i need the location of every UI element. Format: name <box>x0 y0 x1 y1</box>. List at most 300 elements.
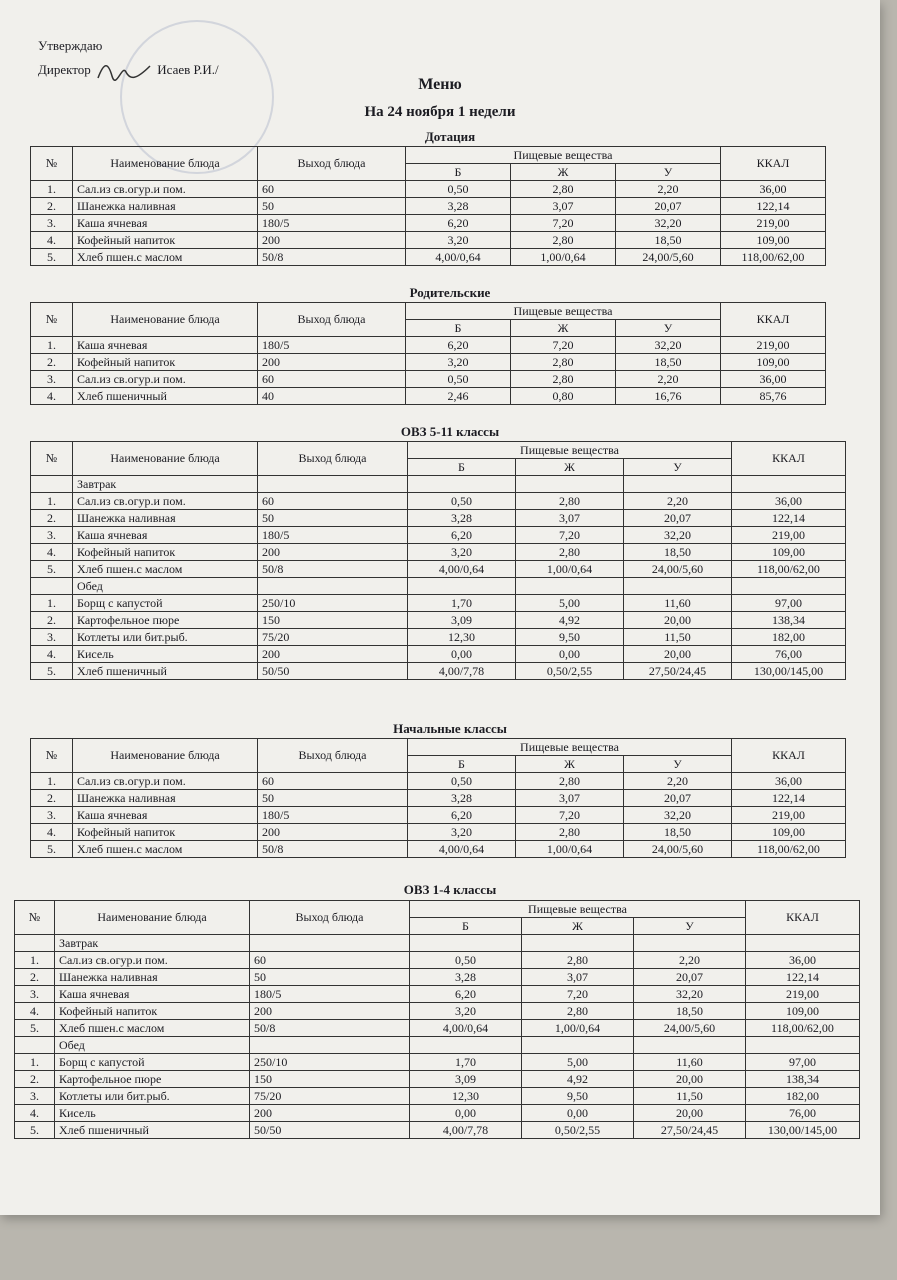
val-zh: 2,80 <box>522 952 634 969</box>
val-u: 2,20 <box>624 773 732 790</box>
val-zh: 1,00/0,64 <box>516 841 624 858</box>
val-u: 32,20 <box>616 215 721 232</box>
val-u: 16,76 <box>616 388 721 405</box>
table-row <box>31 663 846 680</box>
val-zh: 1,00/0,64 <box>511 249 616 266</box>
table-row <box>31 544 846 561</box>
dish-yield: 200 <box>258 232 406 249</box>
table-row <box>15 986 860 1003</box>
val-b: 0,50 <box>410 952 522 969</box>
val-b: 3,20 <box>408 544 516 561</box>
col-kcal: ККАЛ <box>721 147 826 181</box>
dish-yield: 180/5 <box>258 215 406 232</box>
val-kcal: 182,00 <box>732 629 846 646</box>
val-b: 0,00 <box>408 646 516 663</box>
val-u: 2,20 <box>624 493 732 510</box>
col-num: № <box>31 303 73 337</box>
val-kcal: 36,00 <box>732 493 846 510</box>
val-u: 32,20 <box>616 337 721 354</box>
dish-yield: 200 <box>250 1105 410 1122</box>
table-row <box>31 510 846 527</box>
val-b: 3,20 <box>406 354 511 371</box>
dish-name: Борщ с капустой <box>73 595 258 612</box>
dish-name: Кофейный напиток <box>55 1003 250 1020</box>
col-b: Б <box>410 918 522 935</box>
col-b: Б <box>408 459 516 476</box>
val-zh: 7,20 <box>516 527 624 544</box>
dish-name: Каша ячневая <box>73 337 258 354</box>
val-b: 12,30 <box>408 629 516 646</box>
approve-label: Утверждаю <box>38 38 103 53</box>
val-zh: 9,50 <box>522 1088 634 1105</box>
col-u: У <box>616 320 721 337</box>
val-zh: 1,00/0,64 <box>522 1020 634 1037</box>
col-num: № <box>31 739 73 773</box>
val-u: 27,50/24,45 <box>624 663 732 680</box>
page-title: Меню <box>418 76 462 93</box>
table-row <box>31 388 826 405</box>
val-u: 20,00 <box>624 612 732 629</box>
val-b: 3,28 <box>408 790 516 807</box>
page-subtitle: На 24 ноября 1 недели <box>364 104 516 120</box>
dish-name: Котлеты или бит.рыб. <box>73 629 258 646</box>
col-u: У <box>616 164 721 181</box>
val-zh: 1,00/0,64 <box>516 561 624 578</box>
table-row <box>31 337 826 354</box>
dish-num: 1. <box>31 493 73 510</box>
val-u: 2,20 <box>634 952 746 969</box>
dish-num: 2. <box>31 198 73 215</box>
dish-name: Каша ячневая <box>73 807 258 824</box>
dish-name: Кофейный напиток <box>73 824 258 841</box>
val-zh: 0,00 <box>522 1105 634 1122</box>
dish-yield: 180/5 <box>258 337 406 354</box>
dish-name: Хлеб пшен.с маслом <box>73 561 258 578</box>
col-kcal: ККАЛ <box>721 303 826 337</box>
dish-name: Кисель <box>55 1105 250 1122</box>
col-name: Наименование блюда <box>73 739 258 773</box>
dish-yield: 50/8 <box>258 841 408 858</box>
val-kcal: 97,00 <box>746 1054 860 1071</box>
col-num: № <box>31 147 73 181</box>
val-u: 20,07 <box>634 969 746 986</box>
val-zh: 9,50 <box>516 629 624 646</box>
val-u: 11,60 <box>634 1054 746 1071</box>
dish-num: 5. <box>31 663 73 680</box>
val-zh: 4,92 <box>516 612 624 629</box>
val-b: 0,50 <box>406 371 511 388</box>
dish-yield: 50/50 <box>250 1122 410 1139</box>
table-row <box>15 1054 860 1071</box>
dish-name: Каша ячневая <box>73 215 258 232</box>
dish-num: 3. <box>31 629 73 646</box>
val-b: 3,09 <box>410 1071 522 1088</box>
table-row <box>31 629 846 646</box>
val-zh: 2,80 <box>516 773 624 790</box>
val-kcal: 122,14 <box>746 969 860 986</box>
val-zh: 3,07 <box>522 969 634 986</box>
table-row <box>31 232 826 249</box>
dish-name: Шанежка наливная <box>55 969 250 986</box>
val-u: 32,20 <box>624 527 732 544</box>
val-b: 3,20 <box>408 824 516 841</box>
col-zh: Ж <box>511 320 616 337</box>
val-kcal: 219,00 <box>721 215 826 232</box>
val-b: 6,20 <box>408 807 516 824</box>
dish-yield: 150 <box>258 612 408 629</box>
val-kcal: 36,00 <box>746 952 860 969</box>
dish-num: 1. <box>15 952 55 969</box>
val-b: 0,50 <box>406 181 511 198</box>
dish-yield: 50/50 <box>258 663 408 680</box>
dish-num: 3. <box>31 807 73 824</box>
dish-num: 3. <box>15 1088 55 1105</box>
table-dotacia <box>30 146 826 266</box>
dish-name: Шанежка наливная <box>73 198 258 215</box>
table-row <box>15 952 860 969</box>
col-num: № <box>31 442 73 476</box>
dish-yield: 200 <box>258 646 408 663</box>
dish-num: 4. <box>15 1003 55 1020</box>
val-u: 32,20 <box>624 807 732 824</box>
dish-num: 5. <box>15 1020 55 1037</box>
val-b: 6,20 <box>410 986 522 1003</box>
table-row <box>31 595 846 612</box>
val-zh: 3,07 <box>516 510 624 527</box>
val-zh: 7,20 <box>516 807 624 824</box>
dish-num: 5. <box>15 1122 55 1139</box>
table-row <box>15 1122 860 1139</box>
table-roditelskie <box>30 302 826 405</box>
dish-yield: 50/8 <box>250 1020 410 1037</box>
dish-num: 3. <box>31 371 73 388</box>
col-b: Б <box>406 320 511 337</box>
dish-name: Кофейный напиток <box>73 232 258 249</box>
val-u: 20,07 <box>624 790 732 807</box>
val-kcal: 109,00 <box>732 824 846 841</box>
dish-name: Хлеб пшен.с маслом <box>73 841 258 858</box>
col-name: Наименование блюда <box>73 303 258 337</box>
section-title-ovz-1-4: ОВЗ 1-4 классы <box>403 882 497 897</box>
table-row <box>31 561 846 578</box>
dish-num: 1. <box>31 773 73 790</box>
dish-name: Сал.из св.огур.и пом. <box>55 952 250 969</box>
val-b: 3,20 <box>410 1003 522 1020</box>
table-row <box>15 1088 860 1105</box>
val-zh: 0,50/2,55 <box>516 663 624 680</box>
meal-label-zavtrak: Завтрак <box>73 476 258 493</box>
val-b: 3,28 <box>406 198 511 215</box>
table-row <box>15 1071 860 1088</box>
dish-yield: 200 <box>250 1003 410 1020</box>
val-u: 32,20 <box>634 986 746 1003</box>
val-u: 18,50 <box>624 544 732 561</box>
dish-yield: 50 <box>258 198 406 215</box>
section-title-dotacia: Дотация <box>424 129 476 144</box>
col-name: Наименование блюда <box>73 442 258 476</box>
table-row <box>31 215 826 232</box>
val-b: 4,00/0,64 <box>410 1020 522 1037</box>
val-kcal: 130,00/145,00 <box>732 663 846 680</box>
table-row <box>31 646 846 663</box>
director-name: Исаев Р.И./ <box>157 62 219 77</box>
section-title-roditelskie: Родительские <box>409 285 491 300</box>
table-row <box>15 1105 860 1122</box>
val-kcal: 97,00 <box>732 595 846 612</box>
val-kcal: 85,76 <box>721 388 826 405</box>
meal-label-obed: Обед <box>73 578 258 595</box>
approval-block <box>38 34 219 82</box>
val-u: 18,50 <box>616 232 721 249</box>
val-u: 2,20 <box>616 371 721 388</box>
dish-yield: 200 <box>258 824 408 841</box>
val-zh: 2,80 <box>511 354 616 371</box>
dish-yield: 250/10 <box>258 595 408 612</box>
dish-name: Сал.из св.огур.и пом. <box>73 773 258 790</box>
dish-yield: 40 <box>258 388 406 405</box>
val-u: 11,60 <box>624 595 732 612</box>
val-kcal: 122,14 <box>732 510 846 527</box>
dish-yield: 250/10 <box>250 1054 410 1071</box>
dish-yield: 180/5 <box>258 807 408 824</box>
table-row <box>31 841 846 858</box>
val-u: 18,50 <box>634 1003 746 1020</box>
dish-num: 1. <box>31 595 73 612</box>
dish-num: 4. <box>15 1105 55 1122</box>
val-kcal: 109,00 <box>732 544 846 561</box>
table-ovz-5-11 <box>30 441 846 680</box>
dish-name: Хлеб пшен.с маслом <box>55 1020 250 1037</box>
dish-yield: 150 <box>250 1071 410 1088</box>
dish-name: Кисель <box>73 646 258 663</box>
val-u: 20,07 <box>624 510 732 527</box>
val-b: 6,20 <box>406 337 511 354</box>
director-label: Директор <box>38 62 91 77</box>
val-b: 4,00/0,64 <box>408 841 516 858</box>
val-u: 18,50 <box>624 824 732 841</box>
table-row <box>15 1020 860 1037</box>
val-b: 0,50 <box>408 773 516 790</box>
val-b: 1,70 <box>410 1054 522 1071</box>
col-nutrients: Пищевые вещества <box>408 442 732 459</box>
val-b: 4,00/0,64 <box>406 249 511 266</box>
col-zh: Ж <box>516 756 624 773</box>
val-kcal: 76,00 <box>732 646 846 663</box>
col-zh: Ж <box>511 164 616 181</box>
dish-num: 2. <box>31 510 73 527</box>
val-kcal: 122,14 <box>732 790 846 807</box>
val-zh: 0,00 <box>516 646 624 663</box>
val-kcal: 219,00 <box>732 807 846 824</box>
val-u: 11,50 <box>624 629 732 646</box>
dish-num: 4. <box>31 824 73 841</box>
dish-yield: 180/5 <box>250 986 410 1003</box>
dish-name: Шанежка наливная <box>73 790 258 807</box>
col-kcal: ККАЛ <box>732 442 846 476</box>
table-row <box>31 354 826 371</box>
val-zh: 3,07 <box>516 790 624 807</box>
val-b: 6,20 <box>406 215 511 232</box>
table-row <box>31 807 846 824</box>
dish-num: 4. <box>31 388 73 405</box>
dish-yield: 60 <box>258 371 406 388</box>
dish-yield: 180/5 <box>258 527 408 544</box>
section-title-ovz-5-11: ОВЗ 5-11 классы <box>400 424 500 439</box>
dish-num: 3. <box>31 527 73 544</box>
table-row <box>15 1003 860 1020</box>
table-row <box>31 824 846 841</box>
val-kcal: 118,00/62,00 <box>732 841 846 858</box>
table-row <box>15 969 860 986</box>
val-u: 24,00/5,60 <box>616 249 721 266</box>
col-name: Наименование блюда <box>55 901 250 935</box>
dish-name: Сал.из св.огур.и пом. <box>73 181 258 198</box>
col-name: Наименование блюда <box>73 147 258 181</box>
val-zh: 0,80 <box>511 388 616 405</box>
val-u: 11,50 <box>634 1088 746 1105</box>
dish-name: Хлеб пшен.с маслом <box>73 249 258 266</box>
val-b: 4,00/7,78 <box>408 663 516 680</box>
col-nutrients: Пищевые вещества <box>406 147 721 164</box>
dish-num: 2. <box>31 354 73 371</box>
val-u: 20,07 <box>616 198 721 215</box>
val-u: 24,00/5,60 <box>634 1020 746 1037</box>
col-yield: Выход блюда <box>258 739 408 773</box>
table-row <box>31 249 826 266</box>
val-b: 4,00/0,64 <box>408 561 516 578</box>
dish-yield: 50 <box>258 790 408 807</box>
val-u: 18,50 <box>616 354 721 371</box>
val-u: 24,00/5,60 <box>624 841 732 858</box>
col-nutrients: Пищевые вещества <box>410 901 746 918</box>
col-u: У <box>624 459 732 476</box>
val-kcal: 36,00 <box>721 181 826 198</box>
dish-num: 4. <box>31 646 73 663</box>
val-zh: 2,80 <box>511 371 616 388</box>
dish-num: 1. <box>15 1054 55 1071</box>
val-b: 0,00 <box>410 1105 522 1122</box>
val-zh: 2,80 <box>516 544 624 561</box>
dish-name: Борщ с капустой <box>55 1054 250 1071</box>
val-zh: 4,92 <box>522 1071 634 1088</box>
dish-name: Хлеб пшеничный <box>73 388 258 405</box>
dish-name: Хлеб пшеничный <box>73 663 258 680</box>
val-u: 20,00 <box>634 1071 746 1088</box>
val-zh: 5,00 <box>522 1054 634 1071</box>
dish-num: 1. <box>31 181 73 198</box>
val-zh: 2,80 <box>511 232 616 249</box>
dish-num: 5. <box>31 561 73 578</box>
col-nutrients: Пищевые вещества <box>408 739 732 756</box>
col-kcal: ККАЛ <box>732 739 846 773</box>
table-row <box>31 612 846 629</box>
val-zh: 2,80 <box>522 1003 634 1020</box>
val-zh: 2,80 <box>516 824 624 841</box>
val-zh: 3,07 <box>511 198 616 215</box>
dish-name: Каша ячневая <box>55 986 250 1003</box>
dish-yield: 60 <box>258 493 408 510</box>
val-b: 3,28 <box>410 969 522 986</box>
val-zh: 7,20 <box>511 337 616 354</box>
table-ovz-1-4 <box>14 900 860 1139</box>
table-row <box>31 527 846 544</box>
val-u: 24,00/5,60 <box>624 561 732 578</box>
val-u: 2,20 <box>616 181 721 198</box>
col-b: Б <box>408 756 516 773</box>
dish-yield: 200 <box>258 354 406 371</box>
dish-yield: 60 <box>250 952 410 969</box>
col-yield: Выход блюда <box>258 147 406 181</box>
val-kcal: 219,00 <box>721 337 826 354</box>
val-kcal: 36,00 <box>732 773 846 790</box>
dish-name: Картофельное пюре <box>73 612 258 629</box>
col-u: У <box>624 756 732 773</box>
val-zh: 2,80 <box>516 493 624 510</box>
table-row <box>31 181 826 198</box>
val-b: 4,00/7,78 <box>410 1122 522 1139</box>
dish-num: 2. <box>31 790 73 807</box>
val-b: 6,20 <box>408 527 516 544</box>
dish-yield: 50 <box>250 969 410 986</box>
table-row <box>31 773 846 790</box>
val-kcal: 76,00 <box>746 1105 860 1122</box>
dish-name: Картофельное пюре <box>55 1071 250 1088</box>
val-kcal: 36,00 <box>721 371 826 388</box>
val-b: 3,09 <box>408 612 516 629</box>
table-nachalnye <box>30 738 846 858</box>
col-yield: Выход блюда <box>258 442 408 476</box>
dish-num: 5. <box>31 841 73 858</box>
val-kcal: 118,00/62,00 <box>721 249 826 266</box>
val-zh: 5,00 <box>516 595 624 612</box>
dish-num: 2. <box>31 612 73 629</box>
dish-num: 3. <box>15 986 55 1003</box>
dish-yield: 60 <box>258 773 408 790</box>
col-num: № <box>15 901 55 935</box>
val-b: 0,50 <box>408 493 516 510</box>
val-zh: 7,20 <box>522 986 634 1003</box>
dish-name: Кофейный напиток <box>73 544 258 561</box>
dish-yield: 75/20 <box>250 1088 410 1105</box>
table-row <box>31 198 826 215</box>
val-kcal: 138,34 <box>746 1071 860 1088</box>
dish-name: Котлеты или бит.рыб. <box>55 1088 250 1105</box>
col-u: У <box>634 918 746 935</box>
val-u: 20,00 <box>634 1105 746 1122</box>
dish-num: 2. <box>15 969 55 986</box>
dish-yield: 50/8 <box>258 249 406 266</box>
table-row <box>31 371 826 388</box>
val-kcal: 138,34 <box>732 612 846 629</box>
val-b: 12,30 <box>410 1088 522 1105</box>
val-kcal: 109,00 <box>721 354 826 371</box>
dish-yield: 50/8 <box>258 561 408 578</box>
col-kcal: ККАЛ <box>746 901 860 935</box>
val-zh: 0,50/2,55 <box>522 1122 634 1139</box>
val-b: 1,70 <box>408 595 516 612</box>
val-kcal: 118,00/62,00 <box>746 1020 860 1037</box>
dish-num: 5. <box>31 249 73 266</box>
val-kcal: 118,00/62,00 <box>732 561 846 578</box>
dish-num: 2. <box>15 1071 55 1088</box>
dish-yield: 75/20 <box>258 629 408 646</box>
val-zh: 2,80 <box>511 181 616 198</box>
val-kcal: 109,00 <box>721 232 826 249</box>
dish-name: Сал.из св.огур.и пом. <box>73 493 258 510</box>
dish-name: Шанежка наливная <box>73 510 258 527</box>
val-kcal: 219,00 <box>746 986 860 1003</box>
dish-num: 4. <box>31 232 73 249</box>
